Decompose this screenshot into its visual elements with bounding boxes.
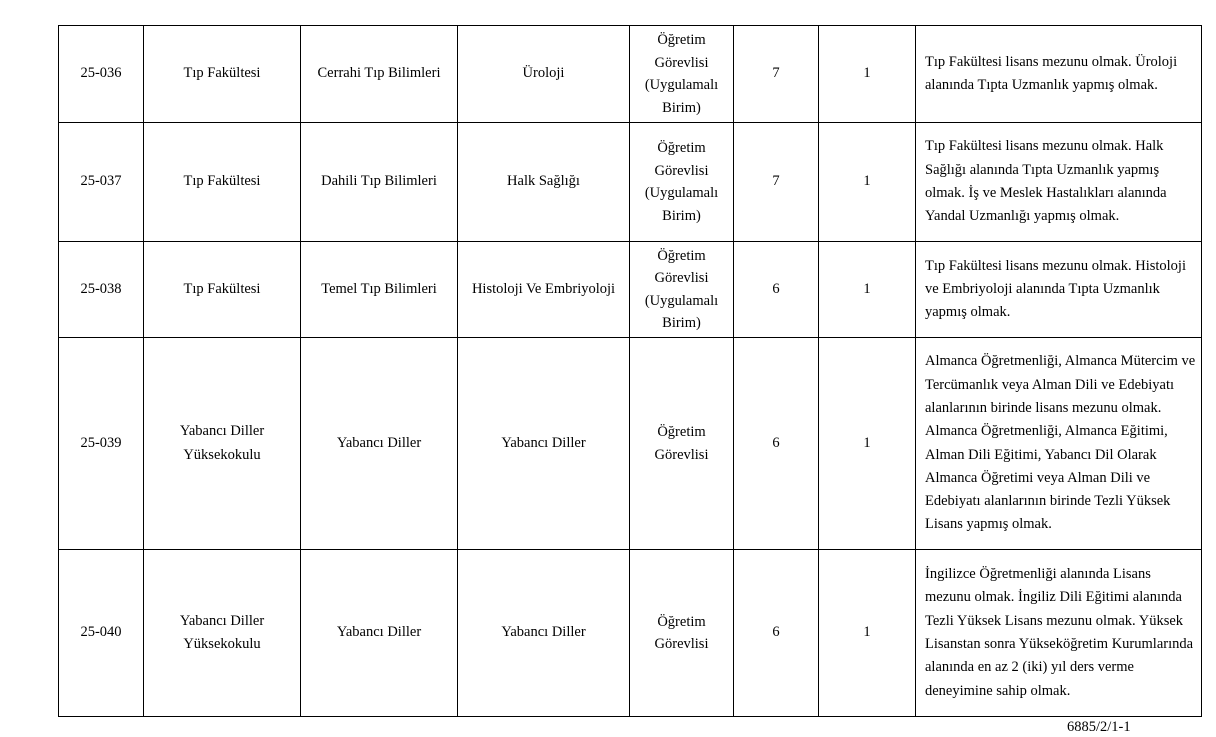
- page-number: 6885/2/1-1: [1067, 719, 1131, 735]
- position-count: 1: [819, 550, 916, 717]
- program-name: Histoloji Ve Embriyoloji: [458, 242, 630, 338]
- department-name: Yabancı Diller: [301, 338, 458, 550]
- table-row: [59, 338, 1202, 550]
- position-code: 25-040: [59, 550, 144, 717]
- program-name: Yabancı Diller: [458, 550, 630, 717]
- position-code: 25-036: [59, 26, 144, 123]
- faculty-name: Yabancı Diller Yüksekokulu: [144, 338, 301, 550]
- table-row: [59, 26, 1202, 123]
- department-name: Cerrahi Tıp Bilimleri: [301, 26, 458, 123]
- requirements-text: Tıp Fakültesi lisans mezunu olmak. Üroloji alanında Tıpta Uzmanlık yapmış olmak.: [916, 26, 1202, 123]
- requirements-text: Almanca Öğretmenliği, Almanca Mütercim ve Tercümanlık veya Alman Dili ve Edebiyatı alanlarının birinde lisans mezunu olmak. Almanca Öğretmenliği, Almanca Eğitimi, Alman Dili Eğitimi, Yabancı Dil Olarak Almanca Öğretimi veya Alman Dili ve Edebiyatı alanlarının birinde Tezli Yüksek Lisans yapmış olmak.: [916, 338, 1202, 550]
- program-name: Halk Sağlığı: [458, 123, 630, 242]
- requirements-text: İngilizce Öğretmenliği alanında Lisans mezunu olmak. İngiliz Dili Eğitimi alanında Tezli Yüksek Lisans mezunu olmak. Yüksek Lisanstan sonra Yükseköğretim Kurumlarında alanında en az 2 (iki) yıl ders verme deneyimine sahip olmak.: [916, 550, 1202, 717]
- position-title: Öğretim Görevlisi: [630, 338, 734, 550]
- position-title: Öğretim Görevlisi: [630, 550, 734, 717]
- staff-degree: 7: [734, 123, 819, 242]
- faculty-name: Yabancı Diller Yüksekokulu: [144, 550, 301, 717]
- department-name: Yabancı Diller: [301, 550, 458, 717]
- program-name: Yabancı Diller: [458, 338, 630, 550]
- position-count: 1: [819, 26, 916, 123]
- position-code: 25-038: [59, 242, 144, 338]
- position-count: 1: [819, 338, 916, 550]
- program-name: Üroloji: [458, 26, 630, 123]
- faculty-name: Tıp Fakültesi: [144, 26, 301, 123]
- table-row: [59, 123, 1202, 242]
- staff-degree: 7: [734, 26, 819, 123]
- staff-degree: 6: [734, 242, 819, 338]
- department-name: Dahili Tıp Bilimleri: [301, 123, 458, 242]
- faculty-name: Tıp Fakültesi: [144, 123, 301, 242]
- faculty-name: Tıp Fakültesi: [144, 242, 301, 338]
- position-title: Öğretim Görevlisi (Uygulamalı Birim): [630, 242, 734, 338]
- requirements-text: Tıp Fakültesi lisans mezunu olmak. Histoloji ve Embriyoloji alanında Tıpta Uzmanlık yapmış olmak.: [916, 242, 1202, 338]
- position-code: 25-037: [59, 123, 144, 242]
- requirements-text: Tıp Fakültesi lisans mezunu olmak. Halk Sağlığı alanında Tıpta Uzmanlık yapmış olmak. İş ve Meslek Hastalıkları alanında Yandal Uzmanlığı yapmış olmak.: [916, 123, 1202, 242]
- positions-table: [58, 25, 1202, 717]
- staff-degree: 6: [734, 338, 819, 550]
- position-count: 1: [819, 123, 916, 242]
- position-title: Öğretim Görevlisi (Uygulamalı Birim): [630, 26, 734, 123]
- department-name: Temel Tıp Bilimleri: [301, 242, 458, 338]
- table-row: [59, 550, 1202, 717]
- table-row: [59, 242, 1202, 338]
- position-count: 1: [819, 242, 916, 338]
- position-title: Öğretim Görevlisi (Uygulamalı Birim): [630, 123, 734, 242]
- staff-degree: 6: [734, 550, 819, 717]
- position-code: 25-039: [59, 338, 144, 550]
